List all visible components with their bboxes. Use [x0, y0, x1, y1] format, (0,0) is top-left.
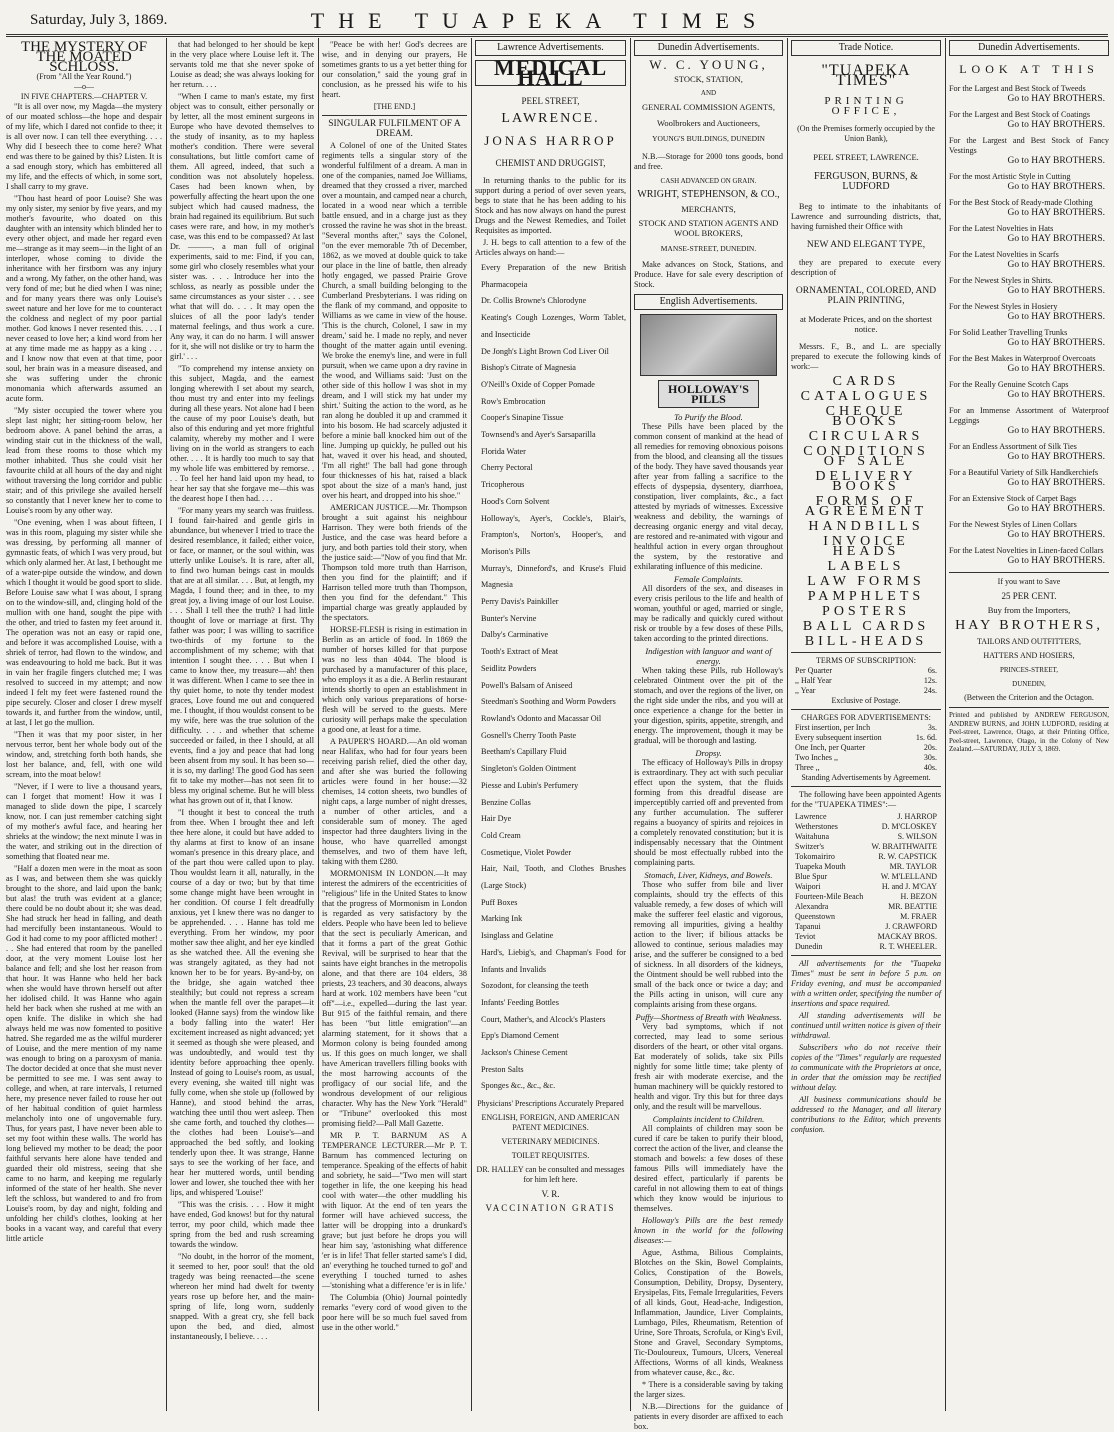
masthead-date: Saturday, July 3, 1869. [30, 12, 168, 28]
term-label: Per Quarter [795, 666, 833, 675]
divider [791, 955, 941, 956]
between-line: (Between the Criterion and the Octagon. [964, 693, 1094, 702]
go-to-line: Go to HAY BROTHERS. [1007, 530, 1105, 540]
list-item: Seidlitz Powders [481, 663, 537, 673]
printing-kinds: ORNAMENTAL, COLORED, AND PLAIN PRINTING, [795, 286, 937, 306]
list-item: Dalby's Carminative [481, 630, 549, 640]
prescriptions: Physicians' Prescriptions Accurately Prepared [477, 1099, 624, 1109]
agent-name: W. M'LELLAND [880, 872, 937, 881]
agent-place: Wetherstones [795, 822, 838, 831]
wright-name: WRIGHT, STEPHENSON, & CO., [637, 189, 780, 200]
subhead: To Purify the Blood. [674, 412, 743, 422]
list-item: Hard's, Liebig's, and Chapman's Food for Infants and Invalids [481, 947, 626, 974]
go-to-line: Go to HAY BROTHERS. [1007, 452, 1105, 462]
toilet-requisites: TOILET REQUISITES. [511, 1151, 590, 1161]
work-kinds-list [791, 374, 941, 649]
list-item: Row's Embrocation [481, 396, 546, 406]
work-kind: CHEQUE BOOKS [825, 404, 907, 429]
list-item: Bishop's Citrate of Magnesia [481, 363, 576, 373]
notice: All business communications should be addressed to the Manager, and all literary contributions to the Editor, which prevents confusion. [791, 1095, 941, 1134]
young-line: AND [700, 89, 717, 97]
paragraph: A Colonel of one of the United States regiments tells a singular story of the wonderful fulfilment of a dream. A man in one of the companies, named Joe Williams, dreamed that they crossed a river, marched over a mountain, and camped near a church, located in a wood near which a terrible battle ensued, and in a charge just as they crossed the ravine he was shot in the breast. "Several months after," says the Colonel, "on the ever memorable 7th of December, 1862, as we moved at double quick to take our place in the line of battle, then already hotly engaged, we passed Prairie Grove Church, a small building belonging to the Cumberland Presbyterians. I was riding on the flank of my command, and opposite to Williams as we came in view of the house. 'This is the church, Colonel, I saw in my dream,' said he. I made no reply, and never thought of the matter again until evening. We broke the enemy's line, and were in full pursuit, when we came upon a dry ravine in the wood, and Williams said: 'Just on the other side of this hollow I was shot in my dream, and I will stick my hat under my shirt.' Suiting the action to the word, as he ran along he doubled it up and crammed it into his bosom. He had scarcely adjusted it before a minie ball knocked him out of the line. Jumping up quickly, he pulled out his hat, waved it over his head, and shouted, 'I'm all right!' The ball had gone through four thicknesses of his hat, raised a black spot about the size of a man's hand, just over his heart, and dropped into his shoe." [322, 141, 467, 500]
dunedin-english-ads-column [634, 40, 783, 1431]
work-kind: BALL CARDS [802, 619, 930, 634]
charge-price: 1s. 6d. [915, 733, 937, 742]
subhead: Indigestion with languor and want of energy. [645, 646, 772, 666]
offer-list [949, 84, 1109, 566]
go-to-line: Go to HAY BROTHERS. [1007, 94, 1105, 104]
column-rule [318, 38, 319, 1411]
list-item: Sozodont, for cleansing the teeth [481, 981, 589, 991]
diseases-list: Ague, Asthma, Bilious Complaints, Blotches on the Skin, Bowel Complaints, Colics, Constipation of the Bowels, Consumption, Debility, Dropsy, Dysentery, Erysipelas, Fits, Female Irregularities, Fevers of all kinds, Gout, Head-ache, Indigestion, Inflammation, Jaundice, Liver Complaints, Lumbago, Piles, Rheumatism, Retention of Urine, Sore Throats, Scrofula, or King's Evil, Stone and Gravel, Secondary Symptoms, Tic-Douloureux, Tumours, Ulcers, Venereal Affections, Worms of all kinds, Weakness from whatever cause, &c., &c. [634, 1248, 783, 1377]
engraving-illustration [640, 314, 777, 376]
paragraph: When taking these Pills, rub Holloway's celebrated Ointment over the pit of the stomach, and over the regions of the liver, on the right side under the ribs, and you will at once experience a change for the better in your digestion, spirits, appetite, strength, and energy. The improvement, though it may be gradual, will be thorough and lasting. [634, 666, 783, 745]
go-to-line: Go to HAY BROTHERS. [1007, 426, 1105, 436]
paragraph: "For many years my search was fruitless. I found fair-haired and gentle girls in abundance, but whenever I tried to trace the desired resemblance, it failed; either voice, or face, or manner, or the soul within, was utterly unlike Louise's. It is rare, after all, to find two human beings cast in moulds that are at all similar. . . . But, at length, my Magda, I found thee; and in thee, to my great joy, a living image of our lost Louise. . . . Shall I tell thee the truth? I had little thought of love or marriage at first. Thy father was poor; I was willing to sacrifice two-thirds of my fortune to the accomplishment of my scheme; with that intention I sought thee. . . . But when I came to know thee, my treasure—ah! then it was different. When I came to see thee in thy quiet home, to note thy tender modest graces, Love found me out and conquered me. I thought, if thou wouldst consent to be my wife, here was the true solution of the difficulty. . . . and whether that scheme succeeded or failed, in thee I should, at all events, find a joy and peace that had long been absent from my soul. It has been so—it is so, my darling! The good God has seen fit to take my mother—has not seen fit to bless my original scheme. But he will bless what has grown out of it, that I know. [170, 506, 314, 805]
young-name: W. C. YOUNG, [649, 57, 768, 72]
end-marker: [THE END.] [373, 102, 416, 111]
column-rule [630, 38, 631, 1411]
column-rule [166, 38, 167, 1411]
charge-label: One Inch, per Quarter [795, 743, 866, 752]
list-item: Tricopherous [481, 480, 525, 490]
agent-row [791, 872, 941, 882]
medical-hall-title: MEDICAL HALL [475, 60, 626, 86]
paragraph: A PAUPER'S HOARD.—An old woman near Halifax, who had for four years been receiving parish relief, died the other day, and after she was buried the following articles were found in her house:—32 chemises, 14 cotton sheets, two bundles of night caps, a large number of night dresses, a number of other articles, and a considerable sum of money. The aged inspector had three daughters living in the house, who have quarrelled amongst themselves, and two of them have left, taking with them £280. [322, 737, 467, 866]
street: PEEL STREET, LAWRENCE. [813, 152, 919, 162]
chapter-heading: IN FIVE CHAPTERS.—CHAPTER V. [20, 92, 148, 101]
paragraph: The Columbia (Ohio) Journal pointedly remarks "every cord of wood given to the poor here will be so much fuel saved from use in the other world." [322, 1293, 467, 1332]
subhead: Dropsy. [695, 748, 722, 758]
agent-place: Switzer's [795, 842, 824, 851]
charge-label: First insertion, per Inch [795, 723, 871, 732]
prices-line: at Moderate Prices, and on the shortest notice. [800, 314, 932, 334]
wright-line: MANSE-STREET, DUNEDIN. [660, 244, 757, 253]
list-item: Cold Cream [481, 830, 521, 840]
vet-medicines: VETERINARY MEDICINES. [501, 1137, 600, 1147]
work-kind: BILL-HEADS [804, 634, 928, 649]
work-kind: LAW FORMS [807, 574, 925, 589]
list-item: Piesse and Lubin's Perfumery [481, 780, 579, 790]
street-line: PRINCES-STREET, [999, 666, 1058, 674]
paragraph: All disorders of the sex, and diseases in every crisis perilous to the life and health of woman, youthful or aged, married or single, may be radically and quickly cured without risk or trouble by a few doses of these Pills, taken according to the printed directions. [634, 584, 783, 643]
agent-row [791, 932, 941, 942]
offer-line: For the Largest and Best Stock of Fancy Vestings [949, 136, 1109, 155]
paragraph: they are prepared to execute every description of [791, 258, 941, 277]
agent-row [791, 852, 941, 862]
hatters-line: HATTERS AND HOSIERS, [983, 651, 1075, 660]
work-kind: INVOICE HEADS [823, 534, 909, 559]
wright-line: MERCHANTS, [681, 204, 736, 214]
list-item: Cosmetique, Violet Powder [481, 847, 572, 857]
column-rule [787, 38, 788, 1411]
paragraph: The efficacy of Holloway's Pills in dropsy is extraordinary. They act with such peculiar effect upon the system, that the fluids forming from this dreadful disease are imperceptibly carried off and prevented from any further accumulation. The sufferer regains a buoyancy of spirits and rejoices in a completely renovated constitution; but it is indispensably necessary that the Ointment should be most effectually rubbed into the complaining parts. [634, 758, 783, 867]
printing-office: PRINTING OFFICE, [824, 95, 908, 117]
charge-row [791, 753, 941, 763]
charge-price: 3s. [927, 723, 937, 732]
list-item: Florida Water [481, 446, 526, 456]
holloway-banner: HOLLOWAY'S PILLS [658, 380, 759, 408]
lawrence-ads-column [475, 40, 626, 1411]
charge-label: Two Inches ,, [795, 753, 838, 762]
charge-row [791, 743, 941, 753]
work-kind: CARDS [832, 374, 900, 389]
list-item: Murray's, Dinneford's, and Kruse's Fluid Magnesia [481, 563, 626, 590]
agent-name: MACKAY BROS. [877, 932, 937, 941]
agent-name: R. T. WHEELER. [879, 942, 937, 951]
paragraph: MORMONISM IN LONDON.—It may interest the admirers of the eccentricities of "religious" life in the United States to know that the progress of Mormonism in London is regarded as very satisfactory by the elders. People who have been led to believe that the sect is peculiarly American, and that it forms a part of the great Gothic Revival, will be surprised to hear that the saints have eight branches in the metropolis alone, and that there are 104 elders, 38 priests, 23 teachers, and 30 deacons, always hard at work. 102 members have been "cut off"—i.e., expelled—during the last year. But 915 of the faithful remain, and there has been "but little emigration"—an alarming statement, for it shows that a Mormon colony is being founded among us. If this goes on much longer, we shall have American travellers filling books with the most harrowing accounts of the profligacy of our social life, and the wondrous development of our religious character. Why has the New York "Herald" or "Tribune" overlooked this most promising field?—Pall Mall Gazette. [322, 869, 467, 1128]
work-kind: POSTERS [822, 604, 910, 619]
go-to-line: Go to HAY BROTHERS. [1007, 182, 1105, 192]
terms-title: TERMS OF SUBSCRIPTION: [815, 656, 917, 665]
young-note: N.B.—Storage for 2000 tons goods, bond and free. [634, 152, 783, 171]
trade: CHEMIST AND DRUGGIST, [495, 158, 606, 168]
agent-place: Waipori [795, 882, 821, 891]
subhead: Puffy—Shortness of Breath with Weakness. [635, 1012, 782, 1022]
agent-row [791, 902, 941, 912]
charge-price: 30s. [923, 753, 937, 762]
charges-title: CHARGES FOR ADVERTISEMENTS: [801, 713, 931, 722]
paragraph: "Half a dozen men were in the moat as soon as I was, and between them she was quickly brought to the shore, and laid upon the bank; but alas! the truth was evident at a glance; there could be no doubt about it; she was dead. She had struck her head in falling, and death had mercifully been instantaneous. Would to God it had come to my poor afflicted mother! . . . She had entered that room by the panelled door, at the very moment Louise lost her balance and fell; and she lost her reason from that hour. It was Hanne who held her back when she would have thrown herself out after her idolised child. It was Hanne who again held her back when she rushed at me with an open knife. The dislike in which she had always held me was now fomented to positive hatred. She regarded me as the wilful murderer of Louise, and the mere mention of my name was enough to bring on a paroxysm of mania. The doctor decided at once that she must never be permitted to see me. I was sent away to college, and when, at rare intervals, I returned here, my presence never failed to rouse her out of her habitual condition of quiet harmless melancholy into one of ungovernable fury. Thus, for years past, I have never been able to set my foot within these walls. The world has long believed my mother to be dead; the poor faithful servants here alone have tended and guarded their old mistress, seeing that she came to no harm, and keeping me regularly informed of the state of her health. She never left the schloss, but wandered to and fro from Louise's room, by day and night, folding and unfolding her child's clothes, looking at her books in a vacant way, and careful that every little article [6, 864, 162, 1243]
terms-row [791, 676, 941, 686]
agent-place: Fourteen-Mile Beach [795, 892, 864, 901]
list-item: Perry Davis's Painkiller [481, 597, 559, 607]
offer-line: For the Newest Styles in Hosiery [949, 302, 1058, 311]
list-item: Every Preparation of the new British Pharmacopeia [481, 263, 626, 289]
list-item: Beetham's Capillary Fluid [481, 747, 567, 757]
term-price: 6s. [927, 666, 937, 675]
paragraph: Holloway's Pills are the best remedy known in the world for the following diseases:— [634, 1216, 783, 1245]
list-item: Powell's Balsam of Aniseed [481, 680, 573, 690]
articles-list [475, 260, 626, 1095]
tailors-line: TAILORS AND OUTFITTERS, [976, 637, 1082, 646]
paragraph: that had belonged to her should be kept in the very place where Louise left it. The servants told me that she never spoke of Louise as dead; she was always looking for her return. . . . [170, 40, 314, 89]
agent-row [791, 862, 941, 872]
story-column-3 [322, 40, 467, 1411]
agent-row [791, 822, 941, 832]
trade-notice-column [791, 40, 941, 1411]
list-item: Isinglass and Gelatine [481, 931, 554, 941]
young-line: GENERAL COMMISSION AGENTS, [641, 102, 776, 112]
divider [791, 709, 941, 710]
intro: In returning thanks to the public for its support during a period of over seven years, begs to state that he has been adding to his Stock and has now always on hand the purest Drugs and the Newest Remedies, and Toilet Requisites as imported. [475, 176, 626, 235]
paragraph: "My sister occupied the tower where you slept last night; her sitting-room below, her bedroom above. A panel behind the arras, a winding stair cut in the thickness of the wall, lead from these rooms to those which my mother inhabited. Thus she could visit her favourite child at all hours of the day and night without traversing the long corridor and public stair; and of this privilege she availed herself so constantly that I never knew her to come to Louise's room by any other way. [6, 406, 162, 515]
paragraph: HORSE-FLESH is rising in estimation in Berlin as an article of food. In 1869 the number of horses killed for that purpose was no less than 4044. The blood is purchased by a manufacturer of this place, who employs it as a die. A Berlin restaurant intends shortly to open an establishment in which only various preparations of horse-flesh will be served to the guests. Mere curiosity will perhaps make the speculation a good one, at least for a time. [322, 625, 467, 734]
term-price: 24s. [923, 686, 937, 695]
divider [322, 115, 467, 116]
list-item: Keating's Cough Lozenges, Worm Tablet, and Insecticide [481, 313, 626, 339]
section-header: Trade Notice. [791, 40, 941, 56]
offer-line: For the most Artistic Style in Cutting [949, 172, 1071, 181]
agent-name: J. HARROP [897, 812, 937, 821]
offer-line: For the Best Makes in Waterproof Overcoats [949, 354, 1096, 363]
paragraph: "Thou hast heard of poor Louise? She was my only sister, my senior by five years, and my mother's favourite, who doated on this daughter with an intensity which blinded her to every other object, and made her regard even me—strange as it may seem—in the light of an interloper, whose coming to divide the inheritance with her firstborn was any injury and a wrong. My father, on the other hand, was very fond of me; but he died when I was nine; and for many years there was only Louise's sweet nature and her love for me to counteract the coldness and neglect of my poor partial mother. God knows I never resented this. . . . I never ceased to love her; a kind word from her at any time made me as happy as a king . . . and I know now that even at that time, poor soul, her brain was in a measure diseased, and she was suffering under the chronic monomania which afterwards assumed an acute form. [6, 194, 162, 403]
premises: (On the Premises formerly occupied by the Union Bank), [797, 124, 935, 143]
agent-name: MR. TAYLOR [889, 862, 937, 871]
list-item: Cooper's Sinapine Tissue [481, 413, 564, 423]
proprietor: JONAS HARROP [484, 133, 617, 148]
paragraph: Those who suffer from bile and liver complaints, should try the effects of this valuable remedy, a few doses of which will make the sufferer feel elastic and vigorous, removing all impurities, giving a healthy action to the liver; if bilious attacks be allowed to continue, serious maladies may arise, and the sufferer be consigned to a bed of sickness. In all disorders of the kidneys, the Ointment should be well rubbed into the small of the back once or twice a day; and the Pills acting in unison, will cure any complaints arising from these organs. [634, 880, 783, 1009]
terms-row [791, 686, 941, 696]
town: LAWRENCE. [501, 111, 600, 126]
list-item: Cherry Pectoral [481, 463, 533, 473]
offer-line: For an Endless Assortment of Silk Ties [949, 442, 1077, 451]
postage-note: Exclusive of Postage. [831, 696, 901, 705]
list-item: Rowland's Odonto and Macassar Oil [481, 713, 602, 723]
charge-label: Every subsequent insertion [795, 733, 882, 742]
agent-row [791, 812, 941, 822]
patent-medicines: ENGLISH, FOREIGN, AND AMERICAN PATENT MEDICINES. [481, 1113, 620, 1133]
offer-line: For the Largest and Best Stock of Coatings [949, 110, 1091, 119]
list-item: Dr. Collis Browne's Chlorodyne [481, 296, 587, 306]
charge-row [791, 723, 941, 733]
go-to-line: Go to HAY BROTHERS. [1007, 556, 1105, 566]
term-price: 12s. [923, 676, 937, 685]
paragraph: "I thought it best to conceal the truth from thee. When I brought thee and left thee here alone, it could but have added to thy alarms at first to know of an insane woman's presence in this dreary place, and of the part thou were called upon to play. Thou wouldst learn it all, naturally, in the course of a day or two; but by that time some change might have been wrought in her condition. Of course I felt dreadfully anxious, yet I knew there was no danger to be apprehended. . . . Hanne has told me everything. From her window, my poor mother saw thee alight, and her eye kindled as she watched thee. All the evening she was strangely agitated, as they had not known her to be for years. By-and-by, on the bridge, she again watched thee stealthily; but could not repress a scream when the mantle fell over the parapet—it looked (Hanne says) from the window like a body falling into the water! Her excitement increased as night advanced; yet it seemed as though she were pleased, and was undoubtedly, and would test thy identity before approaching thee openly. Instead of going to Louise's room, as usual, every evening, she waited till night was fully come, when she stole up (followed by Hanne), and stood behind the arras, watching thee until thou wert asleep. Then she came forth, and touched thy clothes—the clothes had been Louise's—and approached the bed softly, and looking tenderly upon thee. It was strange, Hanne says to see the working of her face, and hear her muttered words, until bending lower and lower, she touched thee with her lips, and whispered 'Louise!' [170, 808, 314, 1197]
paragraph: N.B.—Directions for the guidance of patients in every disorder are affixed to each box. [634, 1402, 783, 1431]
charge-row [791, 763, 941, 773]
section-header: Dunedin Advertisements. [634, 40, 783, 56]
subhead: Complaints incident to Children. [652, 1114, 765, 1124]
list-item: Sponges &c., &c., &c. [481, 1081, 556, 1091]
agent-name: MR. BEATTIE [888, 902, 937, 911]
list-item: De Jongh's Light Brown Cod Liver Oil [481, 346, 609, 356]
column-rule [945, 38, 946, 1411]
list-item: Holloway's, Ayer's, Cockle's, Blair's, Frampton's, Norton's, Hooper's, and Morison's Pills [481, 513, 626, 556]
buy-line: Buy from the Importers, [987, 605, 1071, 615]
paragraph: These Pills have been placed by the common consent of mankind at the head of all remedies for removing obnoxious poisons from the blood, and cleansing all the tissues of the body. They have saved thousands year after year from falling a sacrifice to the effects of dyspepsia, dysentery, diarrhoea, constipation, liver complaints, &c., a fact attested by myriads of witnesses. Excessive weakness and debility, the warnings of decreasing organic energy and vital decay, are restored and re-animated with vigour and healthful action in every organ throughout the system, by the restorative and exhilarating influence of this medicine. [634, 422, 783, 571]
list-item: Benzine Collas [481, 797, 531, 807]
imprint: Printed and published by ANDREW FERGUSON, ANDREW BURNS, and JOHN LUDFORD, residing at Peel-street, Lawrence, Otago, at their Printing Office, Peel-street, Lawrence, Otago, in the Colony of New Zealand.—SATURDAY, JULY 3, 1869. [949, 711, 1109, 753]
paragraph: AMERICAN JUSTICE.—Mr. Thompson brought a suit against his neighbour Harrison. They were both friends of the Justice, and the case was heard before a jury, and both parties told their story, when the justice said:—"Now of you find that Mr. Thompson told more truth than Harrison, then you find for the plaintiff; and if Harrison telled more truth than Thompson, then you find for the defendant." This impartial charge was greatly applauded by the spectators. [322, 503, 467, 622]
go-to-line: Go to HAY BROTHERS. [1007, 260, 1105, 270]
paragraph: "One evening, when I was about fifteen, I was in this room, plaguing my sister while she was dressing, by performing all manner of gymnastic feats, of which I was very proud, but which only alarmed her. At last, I bethought me of a water-pipe outside the window, and down which I thought it would be good sport to slide. Before Louise saw what I was about, I sprang on to the window-sill, and, clinging hold of the mullion with one hand, sought the pipe with the other, and tried to fasten my feet around it. The operation was not an easy or rapid one, and before it was accomplished Louise, with a shriek of terror, had flown to the window, and was endeavouring to hold me back. But it was in vain her fragile fingers clutched me; I was resolved to succeed in my attempt; and now indeed I felt my feet were fastened round the pipe securely. Closer and closer I drew myself towards it, and further from the window, until, at last, I let go the mullion. [6, 518, 162, 727]
section-header: English Advertisements. [634, 294, 783, 310]
agent-place: Blue Spur [795, 872, 828, 881]
agent-name: M. FRAER [900, 912, 937, 921]
agent-row [791, 912, 941, 922]
go-to-line: Go to HAY BROTHERS. [1007, 338, 1105, 348]
go-to-line: Go to HAY BROTHERS. [1007, 234, 1105, 244]
column-rule [471, 38, 472, 1411]
go-to-line: Go to HAY BROTHERS. [1007, 312, 1105, 322]
agent-name: D. M'CLOSKEY [881, 822, 937, 831]
offer-line: For the Latest Novelties in Hats [949, 224, 1054, 233]
paragraph: "Peace be with her! God's decrees are wise, and in denying our prayers, He sometimes grants to us a yet better thing for our consolation," said the young graf in conclusion, as he pressed his wife to his heart. [322, 40, 467, 99]
go-to-line: Go to HAY BROTHERS. [1007, 390, 1105, 400]
agent-name: S. WILSON [897, 832, 937, 841]
paragraph: "When I came to man's estate, my first object was to consult, either personally or by letter, all the most eminent surgeons in Europe who have devoted themselves to the study of insanity, as to my hapless mother's condition. There were several consultations, but little comfort came of them. All agreed, indeed, that such a condition was not absolutely hopeless. Cases had been known when, by powerfully affecting the heart upon the one subject which had caused madness, the brain had regained its equilibrium. But such cases were rare, and how, in my mother's case, was this end to be compassed? At last Dr. ———, a man full of original experiments, said to me: Find, if you can, some girl who closely resembles what your sister was. . . . Introduce her into the schloss, as nearly as possible under the same circumstances as your sister . . . see what that will do. . . . It may open the sluices of all the poor lady's tender maternal feelings, and thus work a cure. Any way, it can do no harm. I will answer for it, she will not dislike or try to harm the girl.' . . . [170, 92, 314, 361]
charge-price: 20s. [923, 743, 937, 752]
offer-line: For an Extensive Stock of Carpet Bags [949, 494, 1077, 503]
paragraph: "It is all over now, my Magda—the mystery of our moated schloss—the hope and despair of my life, which I dared not confide to thee; it is all over now. I can tell thee everything. . . . Why did I beseech thee to come here? What end was there to be gained by this? Listen. It is a sad enough story, which has embittered all my life, and the effects of which, in some sort, I shall carry to my grave. [6, 102, 162, 191]
paper-title: "TUAPEKA TIMES" [821, 62, 911, 89]
list-item: Puff Boxes [481, 897, 518, 907]
go-to-line: Go to HAY BROTHERS. [1007, 478, 1105, 488]
vr-mark: V. R. [541, 1189, 560, 1200]
young-line: STOCK, STATION, [674, 74, 743, 84]
charge-row [791, 733, 941, 743]
street: PEEL STREET, [521, 96, 580, 106]
agent-place: Alexandra [795, 902, 829, 911]
story-column-1 [6, 40, 162, 1411]
list-item: Infants' Feeding Bottles [481, 997, 559, 1007]
offer-line: For the Latest Novelties in Scarfs [949, 250, 1059, 259]
agent-row [791, 832, 941, 842]
story-source: (From "All the Year Round.") [36, 72, 132, 81]
offer-line: For Solid Leather Travelling Trunks [949, 328, 1068, 337]
agent-row [791, 882, 941, 892]
paragraph: "Never, if I were to live a thousand years, can I forget that moment! How it was I managed to slide down the pipe, I scarcely know, nor. I can just remember catching sight of my mother's awful face, and hearing her shrieks at the window; the next minute I was in the water, and striking out in the direction of something that floated near me. [6, 782, 162, 861]
list-item: Epp's Diamond Cement [481, 1031, 559, 1041]
term-label: ,, Half Year [795, 676, 832, 685]
charge-label: Three ,, [795, 763, 820, 772]
work-kind: CONDITIONS OF SALE [803, 444, 929, 469]
list-item: Gosnell's Cherry Tooth Paste [481, 730, 577, 740]
divider [791, 786, 941, 787]
list-item: O'Neill's Oxide of Copper Pomade [481, 379, 595, 389]
agent-place: Waitahuna [795, 832, 830, 841]
paragraph: Messrs. F., B., and L. are specially prepared to execute the following kinds of work:— [791, 342, 941, 371]
halley-note: DR. HALLEY can be consulted and messages for him left here. [476, 1165, 625, 1185]
city-line: DUNEDIN, [1012, 680, 1046, 688]
paragraph: Beg to intimate to the inhabitants of Lawrence and surrounding districts, that, having furnished their Office with [791, 202, 941, 231]
percent-line: 25 PER CENT. [1001, 591, 1057, 601]
divider [949, 572, 1109, 573]
notice: All advertisements for the "Tuapeka Times" must be sent in before 5 p.m. on Friday evening, and must be accompanied with a written order, specifying the number of insertions and space required. [791, 959, 941, 1008]
intro: J. H. begs to call attention to a few of the Articles always on hand:— [475, 238, 626, 257]
agent-row [791, 922, 941, 932]
terms-row [791, 666, 941, 676]
paragraph: All complaints of children may soon be cured if care be taken to purify their blood, correct the action of the liver, and cleanse the stomach and bowels: a few doses of these famous Pills will immediately have the desired effect, particularly if parents be careful in not allowing them to eat of things which they know would be injurious to themselves. [634, 1124, 783, 1213]
go-to-line: Go to HAY BROTHERS. [1007, 120, 1105, 130]
agents-intro: The following have been appointed Agents for the "TUAPEKA TIMES":— [791, 790, 941, 809]
work-kind: DELIVERY BOOKS [815, 469, 917, 494]
vaccination: VACCINATION GRATIS [485, 1203, 616, 1214]
young-line: YOUNG'S BUILDINGS, DUNEDIN [652, 134, 765, 143]
offer-line: For the Newest Styles of Linen Collars [949, 520, 1077, 529]
masthead-title: THE TUAPEKA TIMES [310, 8, 770, 33]
agent-row [791, 942, 941, 952]
agent-place: Tuapeka Mouth [795, 862, 846, 871]
paragraph: Very bad symptoms, which if not corrected, may lead to some serious disorders of the heart, or other vital organs. Eat moderately of solids, take six Pills nightly for some little time; take plenty of fresh air with moderate exercise, and the human machinery will be quickly restored to health and vigor. Try this but for three days only, and the result will be marvellous. [634, 1022, 783, 1111]
wright-line: STOCK AND STATION AGENTS AND WOOL BROKERS, [638, 218, 779, 238]
work-kind: CATALOGUES [800, 389, 932, 404]
go-to-line: Go to HAY BROTHERS. [1007, 504, 1105, 514]
young-line: Woolbrokers and Auctioneers, [657, 118, 760, 128]
paragraph: "To comprehend my intense anxiety on this subject, Magda, and the earnest longing wherewith I set about my search, thou must try and enter into my feelings during all these years. Not alone had I been the cause of my poor Louise's death, but also of this enduring and yet more frightful calamity, whereby my mother and I were living on in the world as strangers to each other. . . . It is hardly too much to say that my whole life was embittered by remorse. . . . To feel her hand laid upon my head, to hear her say that she forgave me—this was the dearest hope I then had. . . . [170, 364, 314, 503]
list-item: Hood's Corn Solvent [481, 496, 550, 506]
go-to-line: Go to HAY BROTHERS. [1007, 364, 1105, 374]
paragraph: MR P. T. BARNUM AS A TEMPERANCE LECTURER.—Mr P. T. Barnum has commenced lecturing on temperance. Speaking of the effects of habit and sobriety, he said—"Two men will start together in life, the one keeping his head cool with water—the other muddling his with liquor. At the end of ten years the former will have achieved success, the latter will be dropping into a drunkard's grave; but just before he drops you will hear him say, 'astonishing what difference 'er is in life! That feller started same's I did, an' everything he touched turned to gol' and everything I touched turned to ashes—'stonishing what a difference 'er is in life.' [322, 1131, 467, 1290]
paragraph: * There is a considerable saving by taking the larger sizes. [634, 1380, 783, 1399]
list-item: Hair Dye [481, 814, 512, 824]
type-line: NEW AND ELEGANT TYPE, [806, 240, 926, 250]
list-item: Steedman's Soothing and Worm Powders [481, 697, 616, 707]
save-line: If you want to Save [997, 577, 1061, 586]
list-item: Court, Mather's, and Alcock's Plasters [481, 1014, 606, 1024]
work-kind: CIRCULARS [808, 429, 924, 444]
agent-name: H. BEZON [900, 892, 937, 901]
standing-note: Standing Advertisements by Agreement. [801, 773, 931, 782]
go-to-line: Go to HAY BROTHERS. [1007, 156, 1105, 166]
firm: FERGUSON, BURNS, & LUDFORD [814, 171, 918, 192]
subhead: Female Complaints. [674, 574, 743, 584]
agent-place: Lawrence [795, 812, 827, 821]
go-to-line: Go to HAY BROTHERS. [1007, 208, 1105, 218]
divider [791, 652, 941, 653]
young-line: CASH ADVANCED ON GRAIN. [660, 177, 757, 185]
hay-brothers-column [949, 40, 1109, 1411]
list-item: Marking Ink [481, 914, 523, 924]
paragraph: "This was the crisis. . . . How it might have ended, God knows! but for thy natural terror, my poor child, which made thee spring from the bed and rush screaming towards the window. [170, 1200, 314, 1249]
agent-place: Queenstown [795, 912, 835, 921]
work-kind: FORMS OF AGREEMENT [804, 494, 928, 519]
list-item: Jackson's Chinese Cement [481, 1048, 568, 1058]
list-item: Townsend's and Ayer's Sarsaparilla [481, 430, 596, 440]
agent-place: Teviot [795, 932, 816, 941]
list-item: Tooth's Extract of Meat [481, 647, 559, 657]
ornament: —o— [74, 82, 94, 91]
term-label: ,, Year [795, 686, 816, 695]
notice: All standing advertisements will be continued until written notice is given of their withdrawal. [791, 1011, 941, 1040]
paragraph: "Then it was that my poor sister, in her nervous terror, bent her whole body out of the window, and, stretching forth both hands, she lost her balance, and, fell, with one wild scream, into the moat below! [6, 730, 162, 779]
offer-line: For the Newest Styles in Shirts. [949, 276, 1053, 285]
paragraph: "No doubt, in the horror of the moment, it seemed to her, poor soul! that the old tragedy was being reenacted—the scene whereon her mind had dwelt for twenty years rose up before her, and the main-spring of life, long worn, suddenly snapped. With a great cry, she fell back upon the bed, and died, almost instantaneously, I believe. . . . [170, 1252, 314, 1341]
offer-line: For the Really Genuine Scotch Caps [949, 380, 1069, 389]
agent-place: Tapanui [795, 922, 821, 931]
agent-place: Tokomairiro [795, 852, 835, 861]
look-at-this: LOOK AT THIS [959, 62, 1099, 76]
firm-name: HAY BROTHERS, [955, 618, 1103, 633]
masthead-rule [6, 34, 1108, 37]
go-to-line: Go to HAY BROTHERS. [1007, 286, 1105, 296]
offer-line: For a Beautiful Variety of Silk Handkerchiefs [949, 468, 1099, 477]
offer-line: For the Best Stock of Ready-made Clothing [949, 198, 1093, 207]
story-title: THE MYSTERY OF THE MOATED SCHLOSS. [20, 39, 148, 75]
wright-note: Make advances on Stock, Stations, and Produce. Have for sale every description of Stock. [634, 260, 783, 289]
story-column-2 [170, 40, 314, 1411]
work-kind: PAMPHLETS [807, 589, 925, 604]
agent-name: R. W. CAPSTICK [878, 852, 937, 861]
divider [949, 707, 1109, 708]
list-item: Bunter's Nervine [481, 613, 537, 623]
notice: Subscribers who do not receive their copies of the "Times" regularly are requested to communicate with the Proprietors at once, in order that the omission may be rectified without delay. [791, 1043, 941, 1092]
charge-price: 40s. [923, 763, 937, 772]
work-kind: HANDBILLS [808, 519, 924, 534]
offer-line: For the Largest and Best Stock of Tweeds [949, 84, 1086, 93]
offer-line: For the Latest Novelties in Linen-faced Collars [949, 546, 1104, 555]
agent-row [791, 892, 941, 902]
section-header: Lawrence Advertisements. [475, 40, 626, 56]
work-kind: LABELS [827, 559, 905, 574]
agent-name: J. CRAWFORD [885, 922, 937, 931]
list-item: Singleton's Golden Ointment [481, 764, 577, 774]
agent-name: W. BRAITHWAITE [871, 842, 937, 851]
agent-name: H. and J. M'CAY [881, 882, 937, 891]
offer-line: For an Immense Assortment of Waterproof Leggings [949, 406, 1109, 425]
list-item: Preston Salts [481, 1064, 524, 1074]
subhead: Stomach, Liver, Kidneys, and Bowels. [644, 870, 773, 880]
story-title: SINGULAR FULFILMENT OF A DREAM. [328, 119, 461, 139]
section-header: Dunedin Advertisements. [949, 40, 1109, 56]
list-item: Hair, Nail, Tooth, and Clothes Brushes (Large Stock) [481, 864, 626, 891]
agent-place: Dunedin [795, 942, 823, 951]
agent-row [791, 842, 941, 852]
